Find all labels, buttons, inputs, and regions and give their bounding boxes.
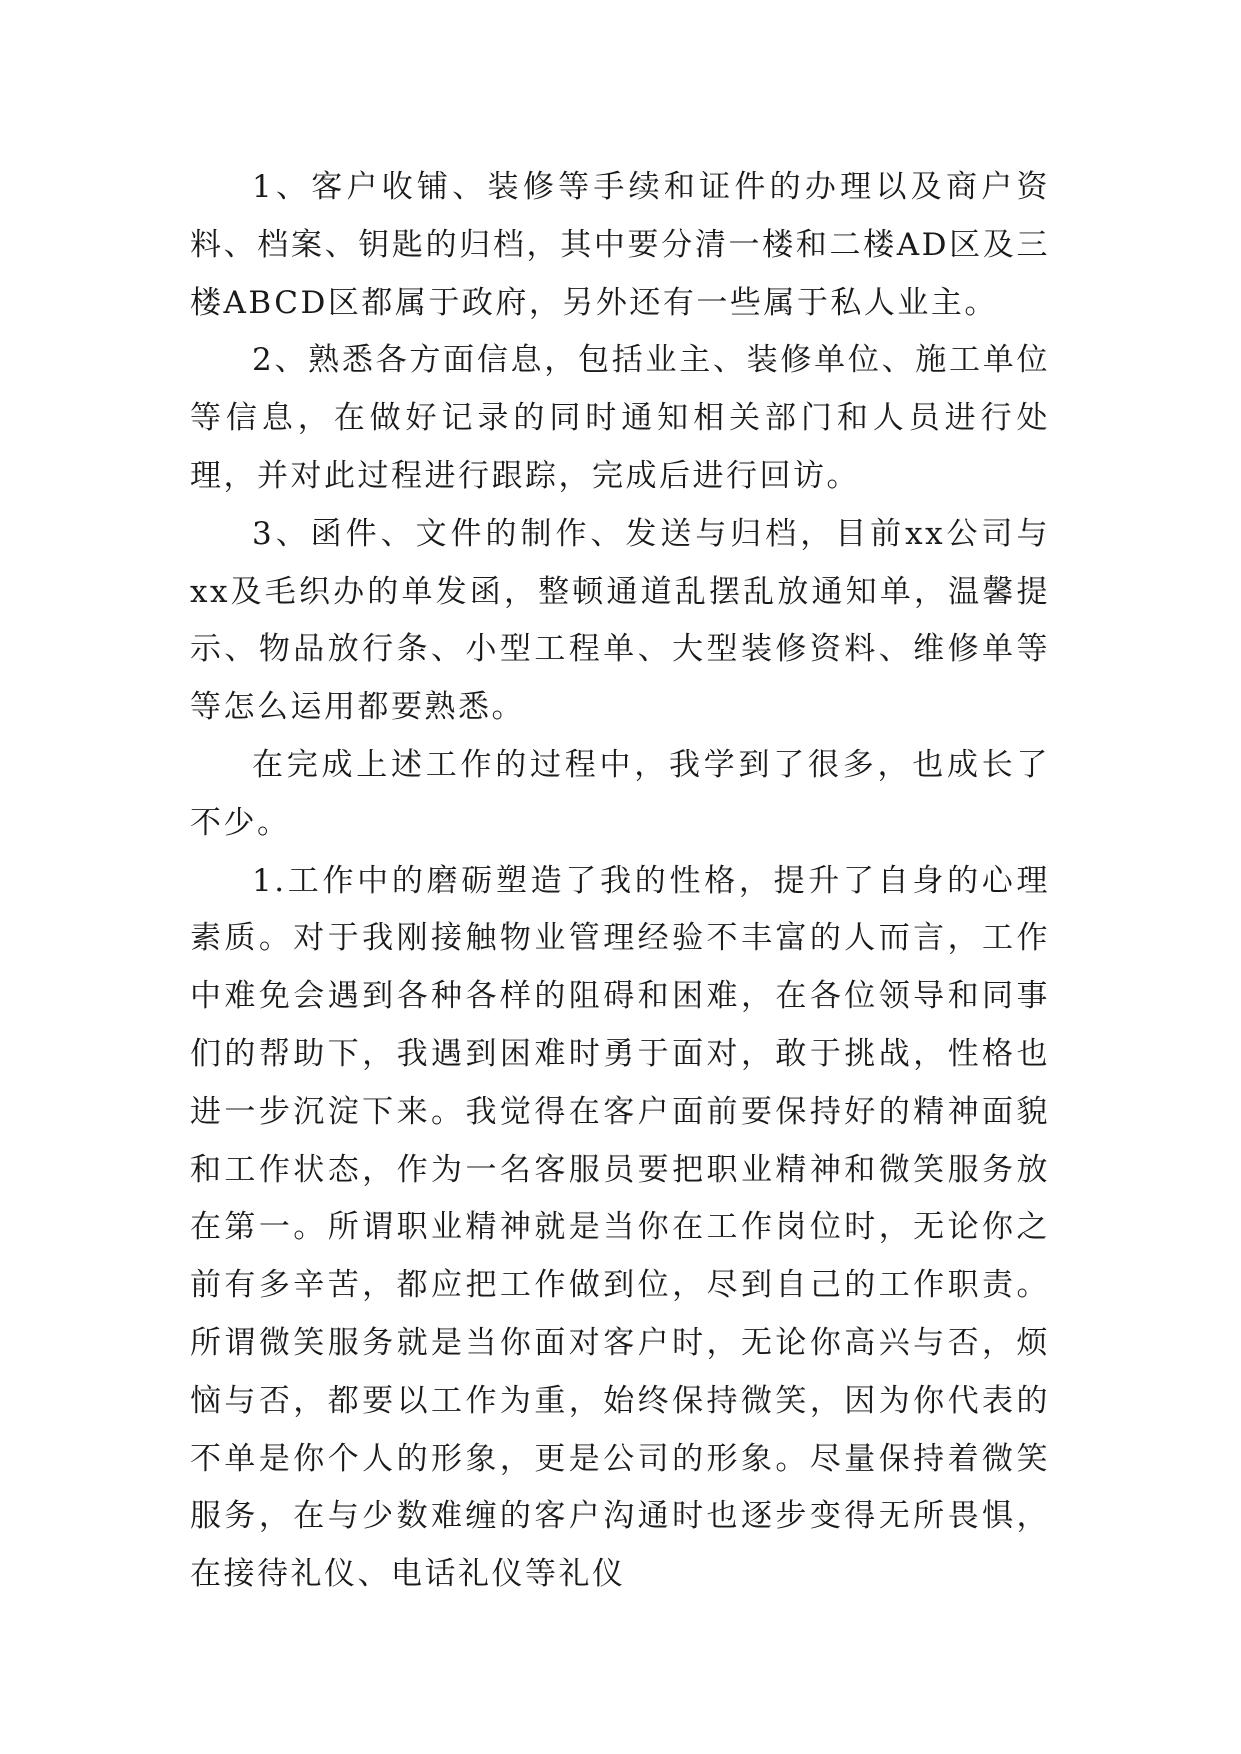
paragraph-procedures: 1、客户收铺、装修等手续和证件的办理以及商户资料、档案、钥匙的归档，其中要分清一楼和二楼AD区及三楼ABCD区都属于政府，另外还有一些属于私人业主。 [190,169,1050,321]
paragraph-documents: 3、函件、文件的制作、发送与归档，目前xx公司与xx及毛织办的单发函，整顿通道乱摆乱放通知单，温馨提示、物品放行条、小型工程单、大型装修资料、维修单等等怎么运用都要熟悉。 [190,515,1050,726]
paragraph-growth: 1.工作中的磨砺塑造了我的性格，提升了自身的心理素质。对于我刚接触物业管理经验不丰富的人而言，工作中难免会遇到各种各样的阻碍和困难，在各位领导和同事们的帮助下，我遇到困难时勇于面对，敢于挑战，性格也进一步沉淀下来。我觉得在客户面前要保持好的精神面貌和工作状态，作为一名客服员要把职业精神和微笑服务放在第一。所谓职业精神就是当你在工作岗位时，无论你之前有多辛苦，都应把工作做到位，尽到自己的工作职责。所谓微笑服务就是当你面对客户时，无论你高兴与否，烦恼与否，都要以工作为重，始终保持微笑，因为你代表的不单是你个人的形象，更是公司的形象。尽量保持着微笑服务，在与少数难缠的客户沟通时也逐步变得无所畏惧，在接待礼仪、电话礼仪等礼仪 [190,862,1050,1593]
paragraph-summary: 在完成上述工作的过程中，我学到了很多，也成长了不少。 [190,746,1050,841]
paragraph-information: 2、熟悉各方面信息，包括业主、装修单位、施工单位等信息，在做好记录的同时通知相关部门和人员进行处理，并对此过程进行跟踪，完成后进行回访。 [190,342,1050,494]
document-body [190,159,1050,1604]
